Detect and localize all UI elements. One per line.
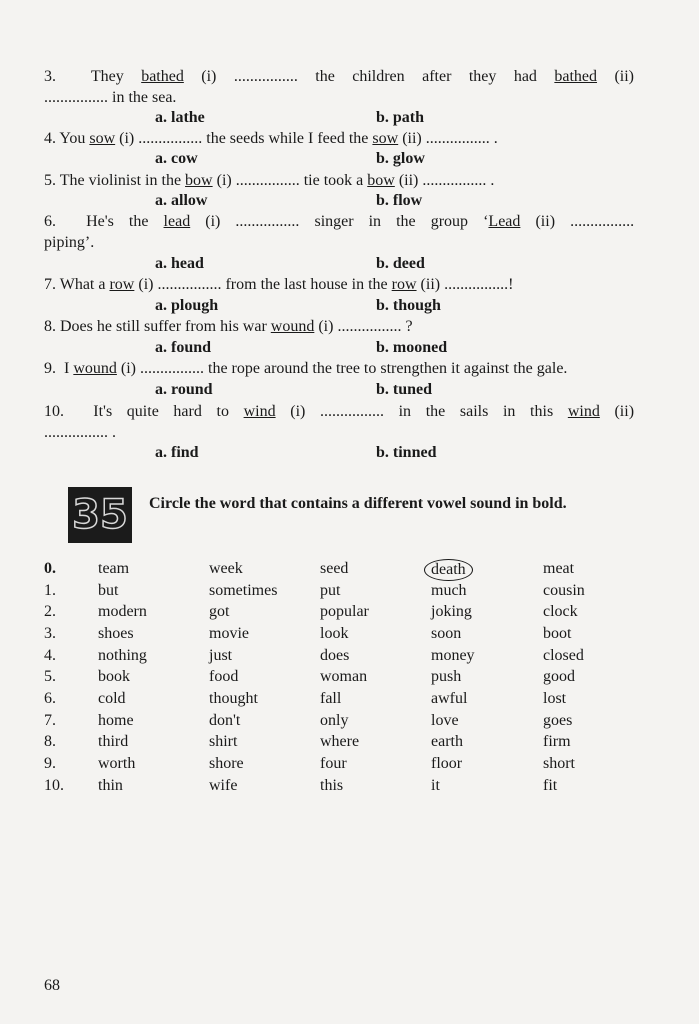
row-number: 4. [44,647,56,664]
word-cell: popular [320,603,369,620]
question-4-option-b: b. glow [376,150,425,167]
question-6-line-1: 6. He's the lead (i) ................ singer in the group ‘Lead (ii) ................ [44,213,635,230]
question-9-line-1: 9. I wound (i) ................ the rope around the tree to strengthen it against the gale. [44,360,568,377]
word-cell: four [320,755,347,772]
row-number: 8. [44,733,56,750]
table-row [44,646,664,668]
word-cell: don't [209,712,241,729]
question-6-option-b: b. deed [376,255,425,272]
row-number: 5. [44,668,56,685]
word-cell: lost [543,690,567,707]
word-cell: boot [543,625,572,642]
word-cell: money [431,647,475,664]
word-cell: much [431,582,467,599]
table-row [44,689,664,711]
question-3-option-a: a. lathe [155,109,205,126]
word-cell: fit [543,777,558,794]
word-cell: wife [209,777,238,794]
word-cell: only [320,712,349,729]
row-number: 9. [44,755,56,772]
word-cell: soon [431,625,462,642]
exercise-number-badge [68,487,132,543]
question-10-option-b: b. tinned [376,444,437,461]
exercise-instruction: Circle the word that contains a different vowel sound in bold. [149,495,567,512]
question-7-option-a: a. plough [155,297,219,314]
question-4-line-1: 4. You sow (i) ................ the seeds while I feed the sow (ii) ................ . [44,130,498,147]
row-number: 7. [44,712,56,729]
question-6-line-2: piping’. [44,234,95,251]
question-7-line-1: 7. What a row (i) ................ from the last house in the row (ii) ................! [44,276,514,293]
word-cell: where [320,733,360,750]
word-cell: does [320,647,350,664]
word-cell: modern [98,603,147,620]
row-number: 3. [44,625,56,642]
word-cell: thin [98,777,123,794]
table-row [44,711,664,733]
table-row [44,776,664,798]
word-cell: seed [320,560,349,577]
word-cell: put [320,582,341,599]
table-row [44,754,664,776]
question-8-option-b: b. mooned [376,339,448,356]
word-cell: got [209,603,230,620]
word-cell: goes [543,712,573,729]
word-cell: just [209,647,233,664]
row-number: 10. [44,777,64,794]
word-cell: shore [209,755,244,772]
word-cell: team [98,560,130,577]
word-cell: but [98,582,119,599]
word-cell: fall [320,690,342,707]
question-3-option-b: b. path [376,109,425,126]
word-cell: look [320,625,349,642]
word-cell: meat [543,560,575,577]
table-row [44,667,664,689]
word-cell: shoes [98,625,134,642]
row-number: 1. [44,582,56,599]
word-cell: short [543,755,575,772]
word-cell: third [98,733,129,750]
question-5-option-a: a. allow [155,192,208,209]
word-cell: nothing [98,647,147,664]
word-cell: movie [209,625,249,642]
question-6-option-a: a. head [155,255,204,272]
table-row [44,602,664,624]
row-number: 0. [44,560,56,577]
word-cell: awful [431,690,468,707]
question-10-line-1: 10. It's quite hard to wind (i) ................ in the sails in this wind (ii) [44,403,635,420]
word-cell: home [98,712,134,729]
word-cell: book [98,668,130,685]
word-cell: joking [431,603,472,620]
circled-answer-word: death [424,559,473,581]
question-9-option-b: b. tuned [376,381,433,398]
word-cell: woman [320,668,368,685]
word-cell: earth [431,733,463,750]
word-cell: week [209,560,243,577]
word-cell: sometimes [209,582,278,599]
word-cell: closed [543,647,584,664]
word-cell: push [431,668,462,685]
question-8-option-a: a. found [155,339,212,356]
word-cell: floor [431,755,463,772]
word-cell: firm [543,733,571,750]
table-row [44,624,664,646]
row-number: 2. [44,603,56,620]
word-cell: worth [98,755,136,772]
question-3-line-1: 3. They bathed (i) ................ the children after they had bathed (ii) [44,68,634,85]
page-number: 68 [44,977,60,994]
table-row [44,559,664,581]
question-9-option-a: a. round [155,381,213,398]
question-5-line-1: 5. The violinist in the bow (i) ................ tie took a bow (ii) ................ . [44,172,495,189]
word-cell: food [209,668,239,685]
question-7-option-b: b. though [376,297,441,314]
word-cell: love [431,712,459,729]
word-cell: clock [543,603,578,620]
word-cell: cousin [543,582,585,599]
row-number: 6. [44,690,56,707]
question-4-option-a: a. cow [155,150,198,167]
word-cell: this [320,777,344,794]
word-cell: shirt [209,733,238,750]
table-row [44,732,664,754]
question-8-line-1: 8. Does he still suffer from his war wound (i) ................ ? [44,318,413,335]
exercise-number: 35 [72,492,128,538]
word-cell: good [543,668,575,685]
word-cell: it [431,777,440,794]
question-3-line-2: ................ in the sea. [44,89,177,106]
table-row [44,581,664,603]
word-cell: thought [209,690,258,707]
question-10-line-2: ................ . [44,424,116,441]
word-cell: cold [98,690,126,707]
question-5-option-b: b. flow [376,192,423,209]
question-10-option-a: a. find [155,444,199,461]
